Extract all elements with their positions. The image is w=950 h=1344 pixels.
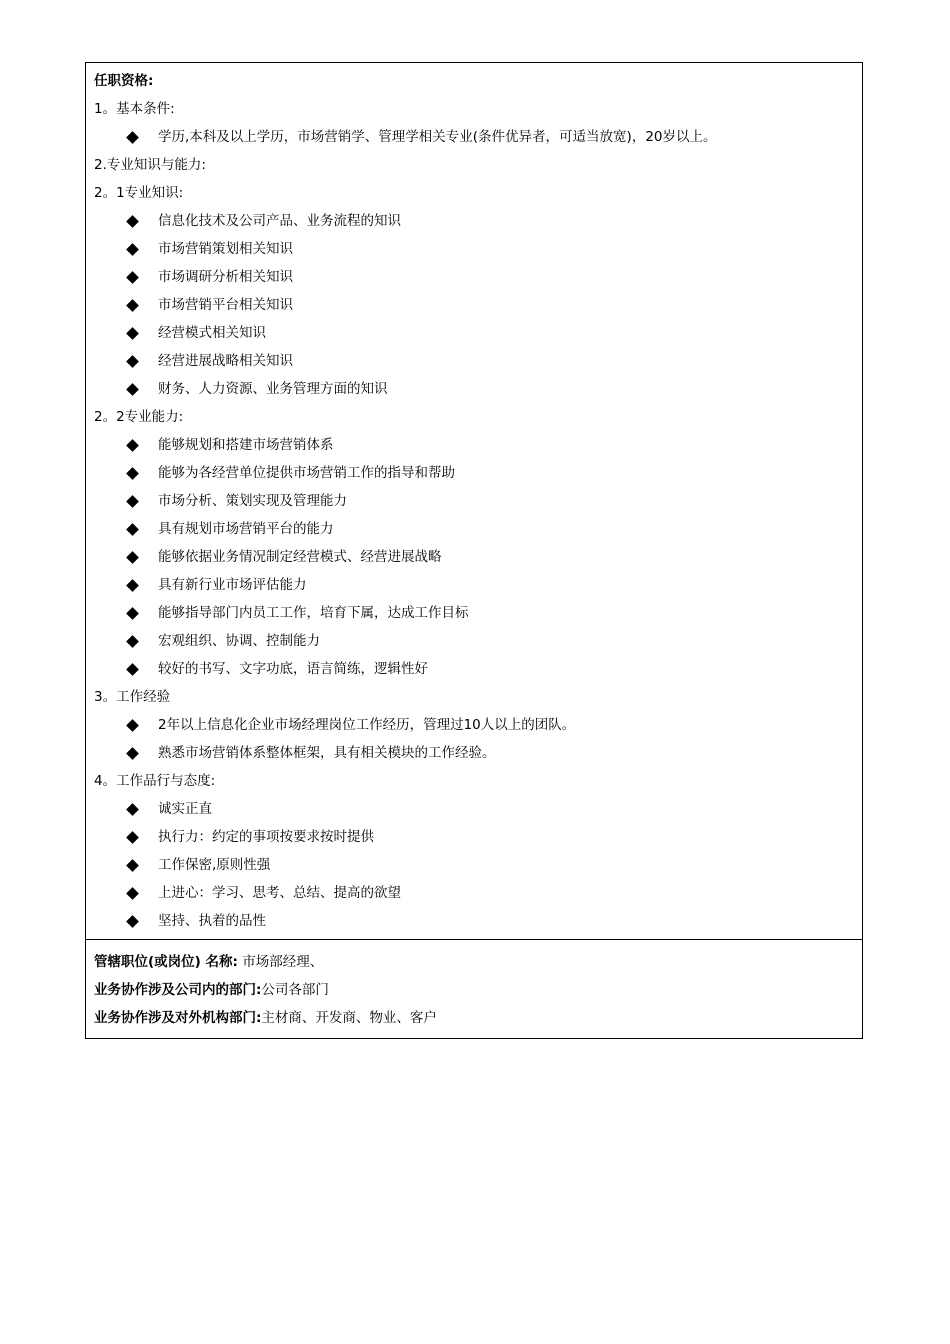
relations-cell <box>86 940 862 1038</box>
diamond-bullet-icon <box>126 635 139 648</box>
section-title: 4。工作品行与态度: <box>94 773 216 789</box>
list-item <box>94 823 854 851</box>
diamond-bullet-icon <box>126 243 139 256</box>
relation-row <box>94 976 854 1004</box>
diamond-bullet-icon <box>126 747 139 760</box>
section-title: 2。1专业知识: <box>94 185 184 201</box>
diamond-bullet-icon <box>126 551 139 564</box>
list-item <box>94 207 854 235</box>
diamond-bullet-icon <box>126 803 139 816</box>
list-item <box>94 459 854 487</box>
list-item-text: 能够为各经营单位提供市场营销工作的指导和帮助 <box>158 465 455 481</box>
diamond-bullet-icon <box>126 831 139 844</box>
diamond-bullet-icon <box>126 663 139 676</box>
list-item <box>94 739 854 767</box>
qualifications-cell <box>86 63 862 940</box>
list-item <box>94 543 854 571</box>
list-item <box>94 655 854 683</box>
relation-value: 主材商、开发商、物业、客户 <box>261 1010 437 1026</box>
diamond-bullet-icon <box>126 383 139 396</box>
list-item-text: 市场调研分析相关知识 <box>158 269 293 285</box>
list-item-text: 经营模式相关知识 <box>158 325 266 341</box>
list-item-text: 诚实正直 <box>158 801 212 817</box>
list-item-text: 熟悉市场营销体系整体框架，具有相关模块的工作经验。 <box>158 745 496 761</box>
diamond-bullet-icon <box>126 859 139 872</box>
diamond-bullet-icon <box>126 579 139 592</box>
section-title: 1。基本条件: <box>94 101 175 117</box>
list-item <box>94 571 854 599</box>
diamond-bullet-icon <box>126 131 139 144</box>
relation-row <box>94 1004 854 1032</box>
list-item-text: 市场分析、策划实现及管理能力 <box>158 493 347 509</box>
list-item <box>94 235 854 263</box>
list-item-text: 财务、人力资源、业务管理方面的知识 <box>158 381 388 397</box>
list-item <box>94 627 854 655</box>
diamond-bullet-icon <box>126 523 139 536</box>
diamond-bullet-icon <box>126 439 139 452</box>
relation-label: 业务协作涉及公司内的部门: <box>94 982 262 998</box>
diamond-bullet-icon <box>126 887 139 900</box>
diamond-bullet-icon <box>126 215 139 228</box>
list-item-text: 坚持、执着的品性 <box>158 913 266 929</box>
list-item-text: 宏观组织、协调、控制能力 <box>158 633 320 649</box>
list-item <box>94 431 854 459</box>
list-item-text: 执行力：约定的事项按要求按时提供 <box>158 829 374 845</box>
relation-label: 业务协作涉及对外机构部门: <box>94 1010 262 1026</box>
list-item <box>94 795 854 823</box>
list-item-text: 经营进展战略相关知识 <box>158 353 293 369</box>
relation-value: 公司各部门 <box>261 982 329 998</box>
list-item-text: 信息化技术及公司产品、业务流程的知识 <box>158 213 401 229</box>
qualifications-heading: 任职资格: <box>94 73 154 89</box>
diamond-bullet-icon <box>126 271 139 284</box>
list-item <box>94 263 854 291</box>
list-item <box>94 515 854 543</box>
list-item-text: 能够依据业务情况制定经营模式、经营进展战略 <box>158 549 442 565</box>
list-item <box>94 319 854 347</box>
diamond-bullet-icon <box>126 467 139 480</box>
list-item <box>94 599 854 627</box>
diamond-bullet-icon <box>126 495 139 508</box>
job-description-table <box>85 62 863 1039</box>
list-item <box>94 879 854 907</box>
diamond-bullet-icon <box>126 299 139 312</box>
list-item-text: 市场营销策划相关知识 <box>158 241 293 257</box>
diamond-bullet-icon <box>126 719 139 732</box>
list-item <box>94 907 854 935</box>
list-item <box>94 487 854 515</box>
list-item-text: 上进心：学习、思考、总结、提高的欲望 <box>158 885 401 901</box>
list-item <box>94 711 854 739</box>
diamond-bullet-icon <box>126 607 139 620</box>
list-item-text: 能够指导部门内员工工作，培育下属，达成工作目标 <box>158 605 469 621</box>
list-item-text: 较好的书写、文字功底，语言简练，逻辑性好 <box>158 661 428 677</box>
section-title: 2。2专业能力: <box>94 409 184 425</box>
relation-label: 管辖职位(或岗位) 名称: <box>94 954 238 970</box>
diamond-bullet-icon <box>126 915 139 928</box>
list-item-text: 市场营销平台相关知识 <box>158 297 293 313</box>
list-item <box>94 851 854 879</box>
section-title: 2.专业知识与能力: <box>94 157 206 173</box>
list-item <box>94 123 854 151</box>
list-item <box>94 291 854 319</box>
list-item-text: 能够规划和搭建市场营销体系 <box>158 437 334 453</box>
diamond-bullet-icon <box>126 327 139 340</box>
relation-value: 市场部经理、 <box>242 954 324 970</box>
relation-row <box>94 948 854 976</box>
list-item-text: 学历,本科及以上学历，市场营销学、管理学相关专业(条件优异者，可适当放宽)，20岁以上。 <box>158 129 717 145</box>
list-item <box>94 347 854 375</box>
list-item-text: 工作保密,原则性强 <box>158 857 271 873</box>
diamond-bullet-icon <box>126 355 139 368</box>
qualification-sections <box>94 95 854 935</box>
list-item-text: 具有新行业市场评估能力 <box>158 577 307 593</box>
section-title: 3。工作经验 <box>94 689 171 705</box>
list-item-text: 具有规划市场营销平台的能力 <box>158 521 334 537</box>
relations-list <box>94 948 854 1032</box>
list-item-text: 2年以上信息化企业市场经理岗位工作经历，管理过10人以上的团队。 <box>158 717 576 733</box>
list-item <box>94 375 854 403</box>
